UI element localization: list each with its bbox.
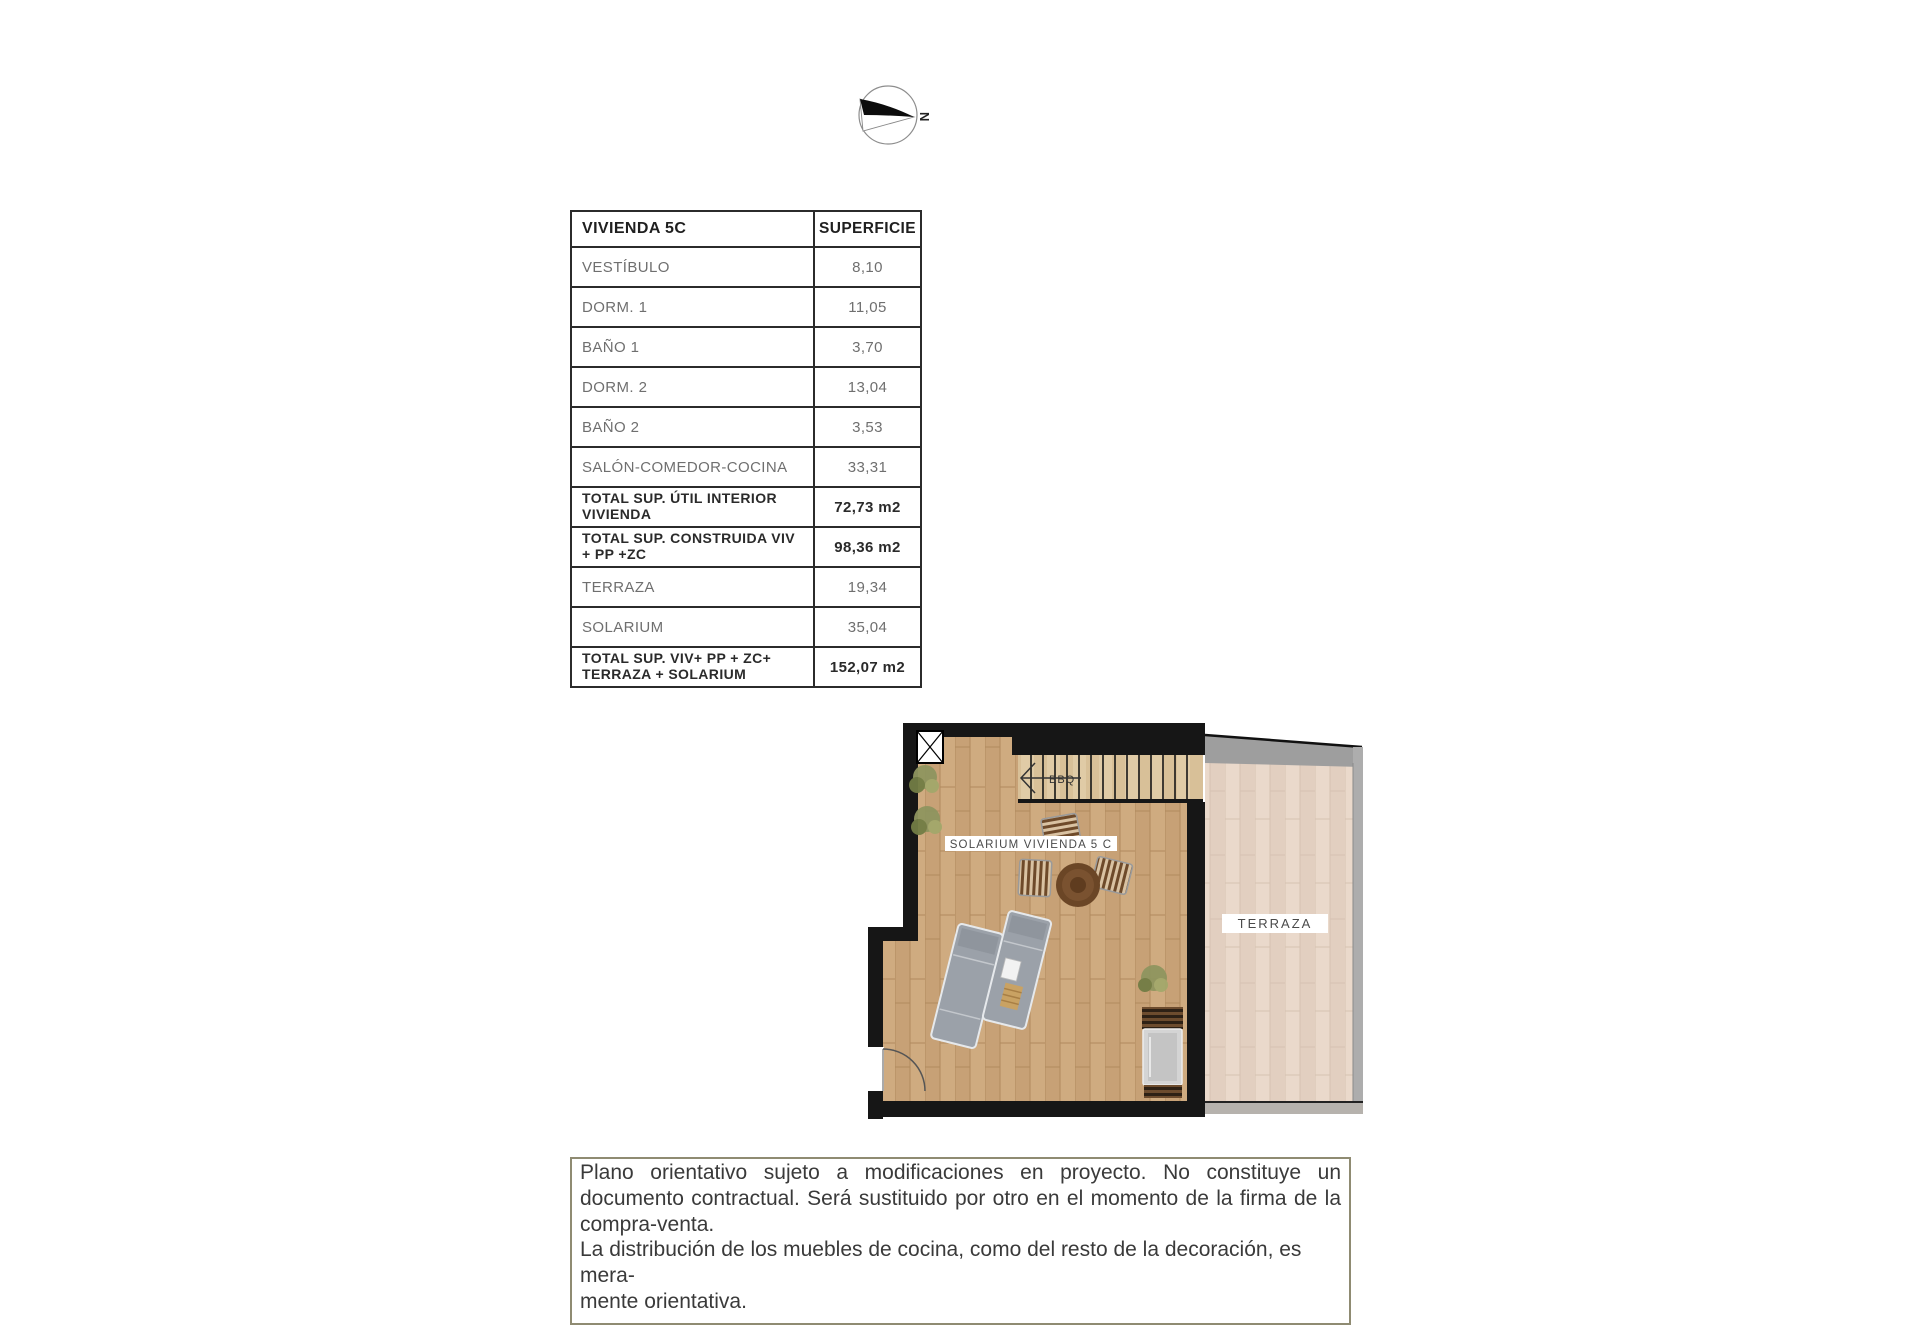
stairs (1018, 755, 1203, 803)
row-value: 11,05 (848, 298, 887, 316)
compass-n-label: N (917, 112, 932, 122)
surface-table (570, 210, 922, 688)
row-value: 35,04 (847, 618, 888, 636)
disclaimer-line: mente orientativa. (580, 1289, 747, 1313)
lounge-chair-with-mats (1142, 1007, 1183, 1098)
table-row (572, 406, 920, 446)
disclaimer-line: La distribución de los muebles de cocina, como del resto de la decoración, es mera- (580, 1238, 1302, 1288)
row-label: SALÓN-COMEDOR-COCINA (572, 448, 815, 486)
table-surface-header: SUPERFICIE (818, 220, 916, 237)
row-label: BAÑO 1 (572, 328, 815, 366)
table-row-total (572, 526, 920, 566)
shaft-x-icon (917, 731, 943, 763)
disclaimer-paragraph (580, 1237, 1341, 1314)
row-value: 72,73 m2 (834, 498, 901, 516)
row-label: TOTAL SUP. ÚTIL INTERIOR VIVIENDA (572, 488, 815, 526)
table-row (572, 326, 920, 366)
table-header-row (572, 212, 920, 246)
row-label: SOLARIUM (572, 608, 815, 646)
terraza-parapet-right (1353, 747, 1363, 1113)
row-label: TERRAZA (572, 568, 815, 606)
row-value: 3,53 (852, 418, 883, 436)
table-row (572, 246, 920, 286)
solarium-label-box (945, 836, 1117, 851)
row-value: 98,36 m2 (834, 538, 901, 556)
table-row (572, 366, 920, 406)
table-row-total (572, 486, 920, 526)
stairs-edge (1018, 799, 1203, 803)
row-value: 33,31 (847, 458, 888, 476)
row-label: TOTAL SUP. CONSTRUIDA VIV + PP +ZC (572, 528, 815, 566)
row-value: 8,10 (852, 258, 883, 276)
table-row (572, 286, 920, 326)
row-label: BAÑO 2 (572, 408, 815, 446)
disclaimer-paragraph: Plano orientativo sujeto a modificaciones en proyecto. No constituye un documento contractual. Será sustituido por otro en el momento de la firma de la compra-venta. (580, 1161, 1341, 1236)
row-value: 3,70 (852, 338, 883, 356)
row-value: 152,07 m2 (829, 658, 906, 676)
row-label: VESTÍBULO (572, 248, 815, 286)
table-row (572, 446, 920, 486)
disclaimer-box (570, 1157, 1351, 1325)
row-value: 13,04 (847, 378, 888, 396)
table-row (572, 566, 920, 606)
floor-plan (865, 715, 1365, 1120)
row-value: 19,34 (847, 578, 888, 596)
table-row (572, 606, 920, 646)
terraza-label: TERRAZA (1237, 916, 1313, 931)
row-label: DORM. 1 (572, 288, 815, 326)
solarium-label: SOLARIUM VIVIENDA 5 C (949, 839, 1113, 851)
terraza-parapet-bottom (1205, 1102, 1363, 1114)
table-row-total (572, 646, 920, 686)
terraza-label-box (1222, 914, 1328, 933)
table-title: VIVIENDA 5C (572, 212, 815, 246)
bbq-label: BBQ (1049, 774, 1076, 786)
row-label: DORM. 2 (572, 368, 815, 406)
row-label: TOTAL SUP. VIV+ PP + ZC+ TERRAZA + SOLARIUM (572, 648, 815, 686)
north-compass-icon (848, 75, 940, 159)
